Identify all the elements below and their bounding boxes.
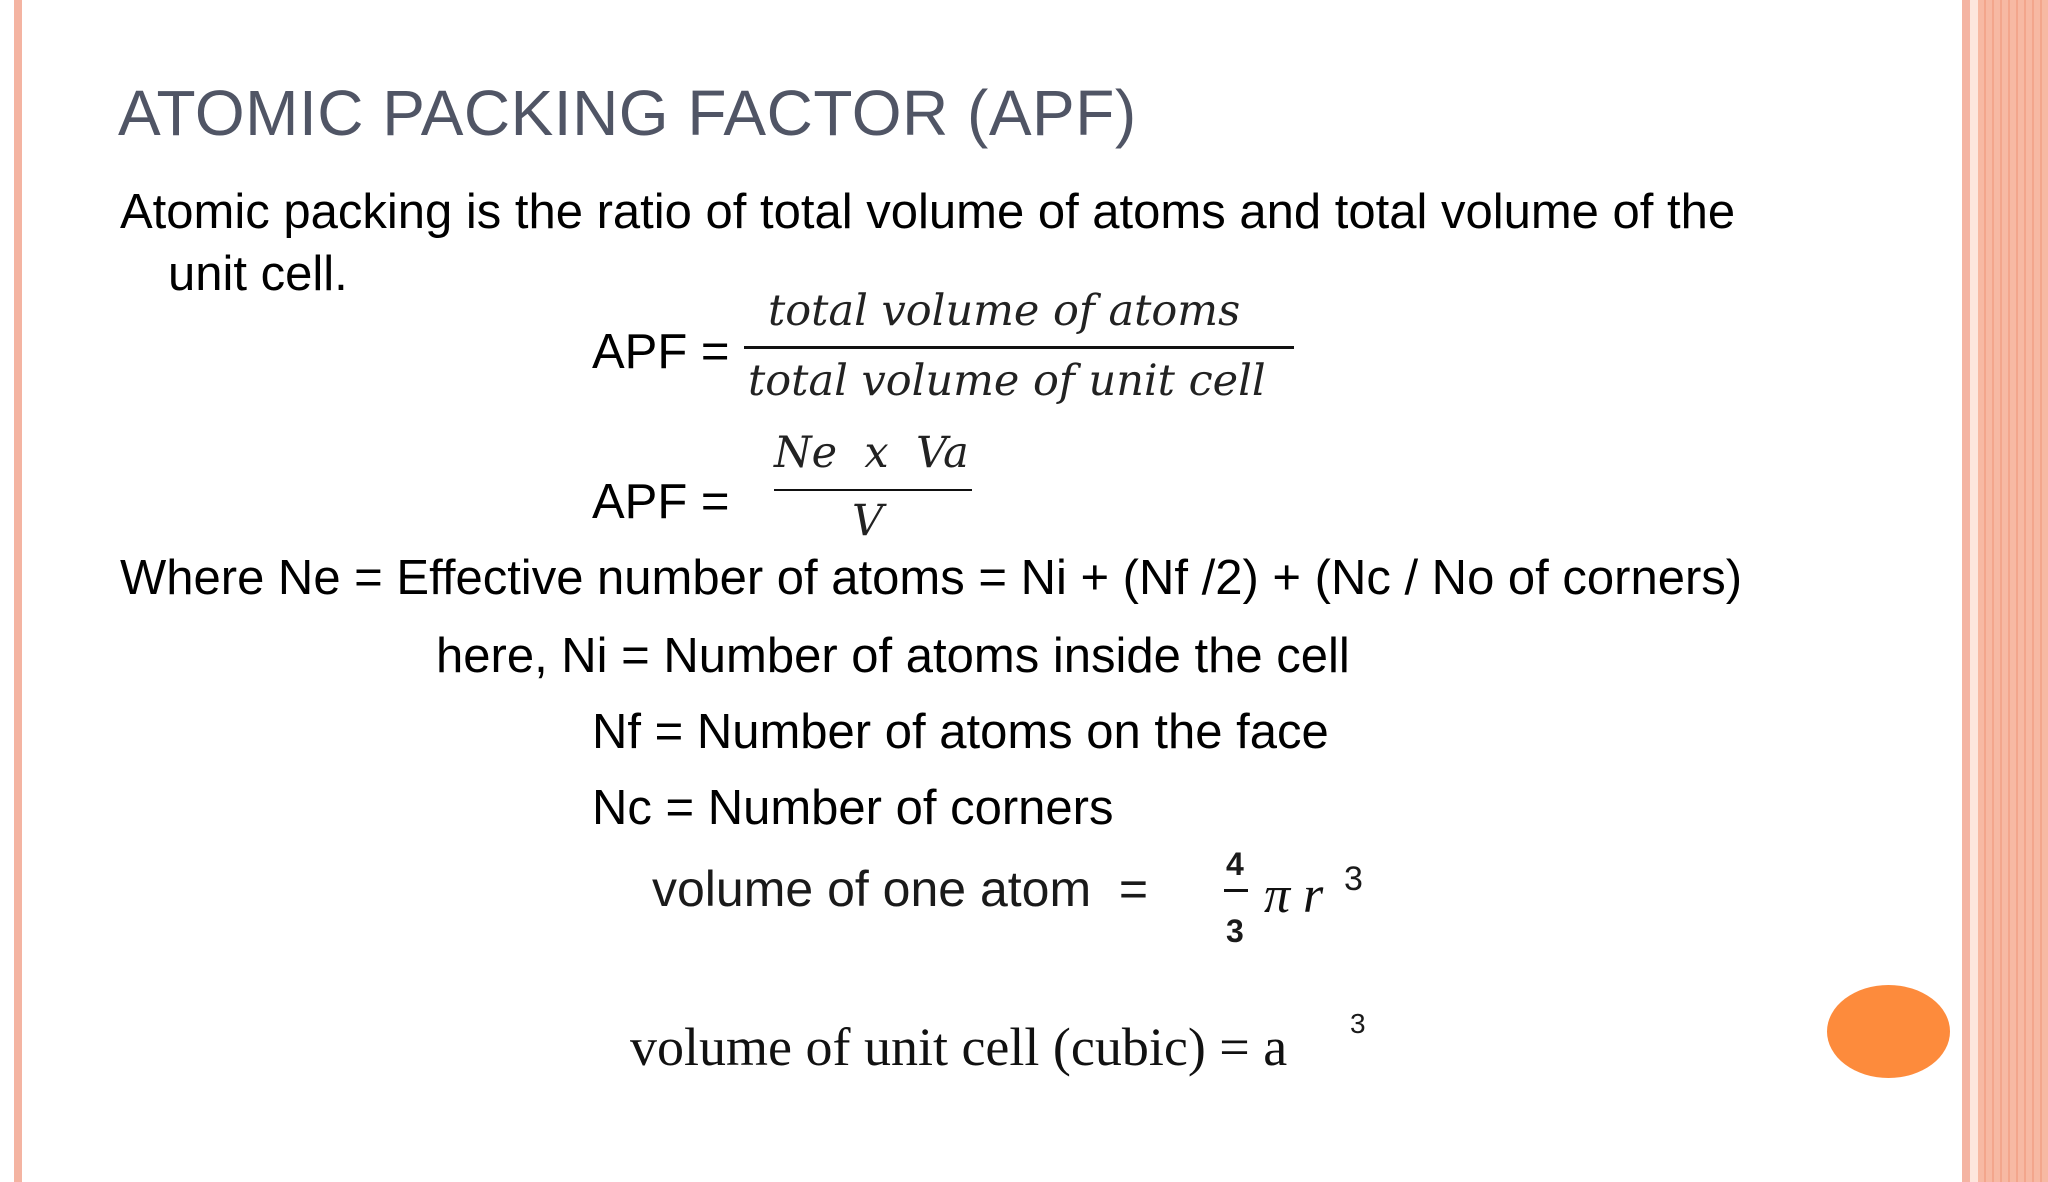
formula2-denominator: V bbox=[852, 496, 884, 546]
intro-line-2: unit cell. bbox=[168, 247, 348, 301]
where-line: Where Ne = Effective number of atoms = Ni + (Nf /2) + (Nc / No of corners) bbox=[120, 551, 1743, 605]
definition-nf: Nf = Number of atoms on the face bbox=[592, 705, 1329, 759]
volume-atom-label: volume of one atom = bbox=[652, 861, 1149, 917]
slide-title: ATOMIC PACKING FACTOR (APF) bbox=[118, 77, 1137, 149]
formula1-numerator: total volume of atoms bbox=[768, 286, 1241, 336]
volume-cell-label: volume of unit cell (cubic) = a bbox=[630, 1017, 1288, 1077]
formula2-numerator: Ne x Va bbox=[774, 428, 969, 478]
volume-atom-exponent: 3 bbox=[1344, 860, 1363, 898]
right-frame-border bbox=[1962, 0, 1970, 1182]
formula2-lhs: APF = bbox=[592, 475, 730, 529]
volume-atom-frac-num: 4 bbox=[1226, 846, 1244, 882]
intro-line-1: Atomic packing is the ratio of total volume of atoms and total volume of the bbox=[120, 185, 1736, 239]
definition-nc: Nc = Number of corners bbox=[592, 781, 1114, 835]
right-frame-band bbox=[1978, 0, 2048, 1182]
right-frame-gap bbox=[1970, 0, 1978, 1182]
volume-atom-frac-den: 3 bbox=[1226, 913, 1244, 949]
orange-dot-decoration bbox=[1827, 985, 1950, 1078]
volume-atom-expr: π r bbox=[1264, 867, 1324, 924]
formula1-lhs: APF = bbox=[592, 325, 730, 379]
formula1-fraction-bar bbox=[744, 346, 1294, 349]
definition-ni: here, Ni = Number of atoms inside the cell bbox=[436, 629, 1350, 683]
volume-atom-frac-bar bbox=[1224, 889, 1248, 892]
formula2-fraction-bar bbox=[774, 489, 972, 491]
volume-cell-exponent: 3 bbox=[1350, 1008, 1366, 1039]
formula1-denominator: total volume of unit cell bbox=[748, 356, 1266, 406]
left-frame-border bbox=[14, 0, 22, 1182]
